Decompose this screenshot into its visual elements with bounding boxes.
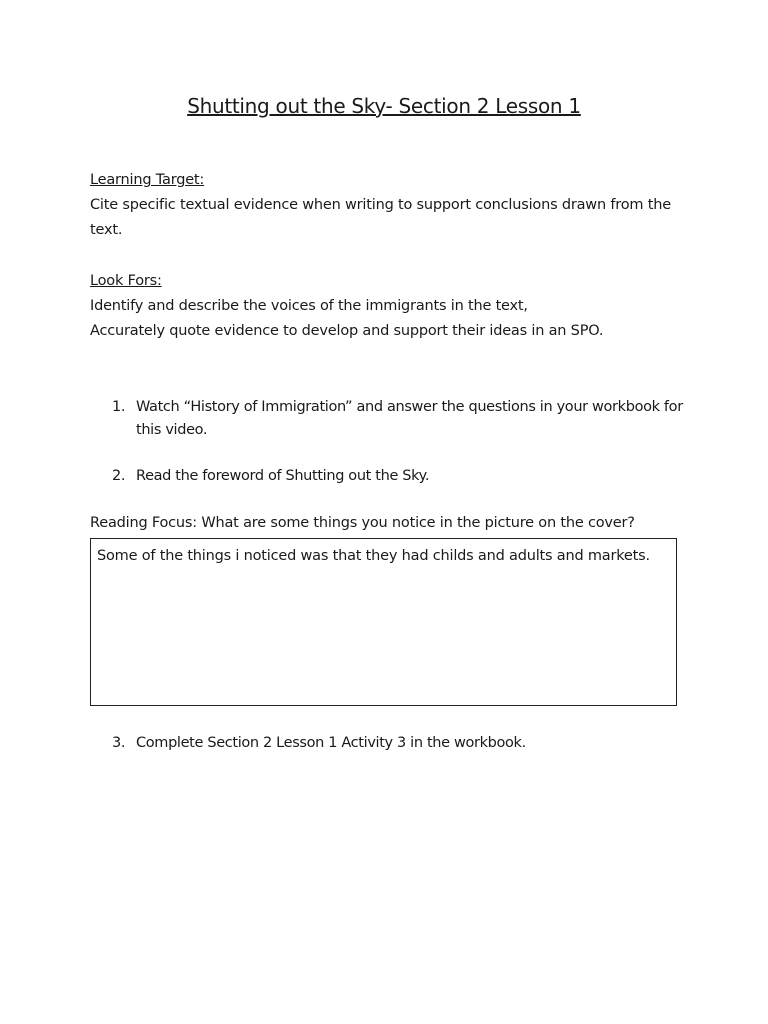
reading-focus-prompt: Reading Focus: What are some things you notice in the picture on the cover? bbox=[90, 515, 635, 531]
step-text: Complete Section 2 Lesson 1 Activity 3 in the workbook. bbox=[136, 735, 526, 751]
step-item bbox=[112, 465, 692, 488]
answer-box[interactable] bbox=[90, 538, 677, 706]
look-fors-line: Accurately quote evidence to develop and support their ideas in an SPO. bbox=[90, 323, 604, 339]
step-number: 3. bbox=[112, 735, 126, 751]
step-text: Watch “History of Immigration” and answer the questions in your workbook for this video. bbox=[136, 399, 683, 438]
step-number: 2. bbox=[112, 468, 126, 484]
learning-target-line: Cite specific textual evidence when writing to support conclusions drawn from the bbox=[90, 197, 671, 213]
answer-text: Some of the things i noticed was that they had childs and adults and markets. bbox=[97, 548, 650, 564]
learning-target-heading: Learning Target: bbox=[90, 172, 205, 188]
step-item bbox=[112, 396, 692, 442]
step-text: Read the foreword of Shutting out the Sky. bbox=[136, 468, 430, 484]
look-fors-line: Identify and describe the voices of the immigrants in the text, bbox=[90, 298, 528, 314]
look-fors-heading: Look Fors: bbox=[90, 273, 162, 289]
learning-target-line: text. bbox=[90, 222, 123, 238]
step-number: 1. bbox=[112, 399, 126, 415]
step-item bbox=[112, 732, 692, 755]
page-title: Shutting out the Sky- Section 2 Lesson 1 bbox=[187, 94, 581, 118]
